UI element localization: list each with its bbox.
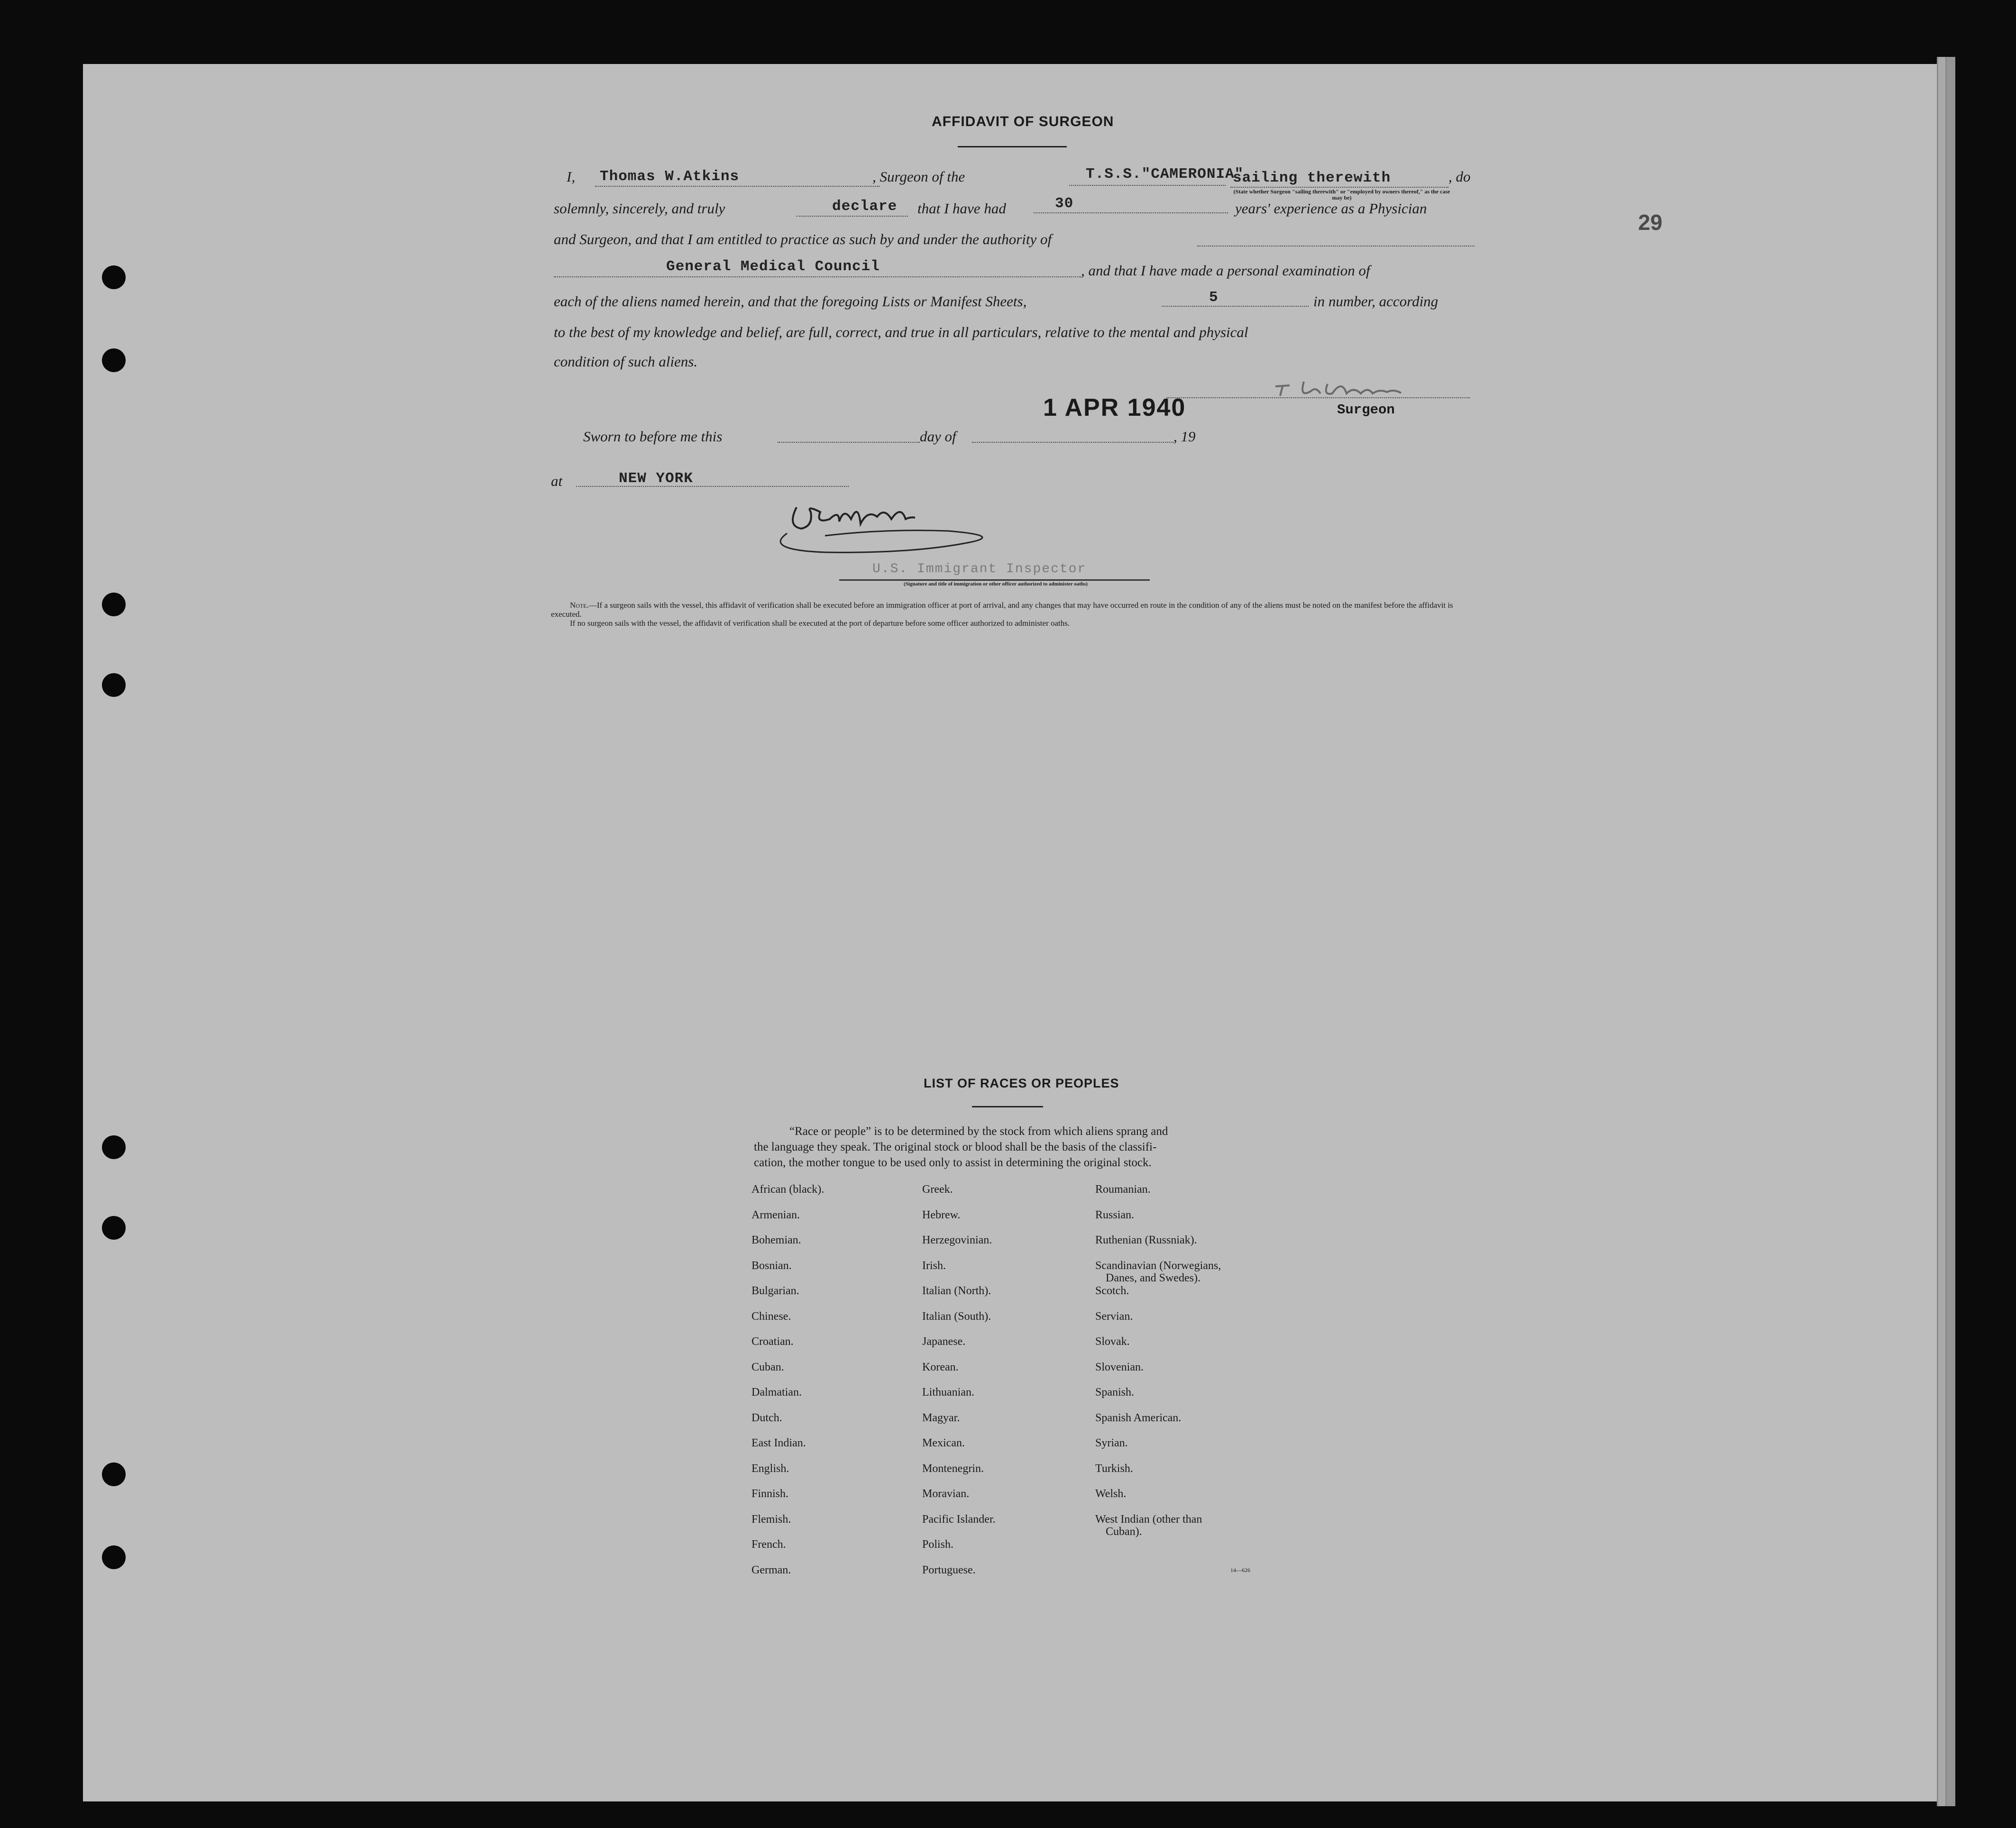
race-item: Hebrew. xyxy=(922,1208,961,1221)
binder-hole xyxy=(102,673,126,697)
race-item: Moravian. xyxy=(922,1488,970,1500)
race-item: Slovak. xyxy=(1095,1335,1130,1348)
race-item: Irish. xyxy=(922,1259,946,1272)
race-item: Turkish. xyxy=(1095,1462,1133,1475)
race-item: Spanish. xyxy=(1095,1386,1135,1398)
inspector-title: U.S. Immigrant Inspector xyxy=(872,562,1087,576)
surgeon-name: Thomas W.Atkins xyxy=(600,168,740,185)
race-item: Lithuanian. xyxy=(922,1386,974,1398)
binder-hole xyxy=(102,348,126,372)
surgeon-label: Surgeon xyxy=(1337,402,1395,418)
race-item: English. xyxy=(751,1462,789,1475)
race-item: Armenian. xyxy=(751,1208,800,1221)
affidavit-line2-a: solemnly, sincerely, and truly xyxy=(554,200,725,217)
race-item: Scotch. xyxy=(1095,1285,1129,1297)
race-item: Chinese. xyxy=(751,1310,791,1323)
authority-line-b xyxy=(554,276,1081,277)
race-item: Montenegrin. xyxy=(922,1462,984,1475)
years-experience: 30 xyxy=(1055,195,1074,212)
race-item: Bulgarian. xyxy=(751,1285,799,1297)
affidavit-line6: to the best of my knowledge and belief, are full, correct, and true in all particulars, relative to the mental and physical xyxy=(554,324,1248,340)
vessel-line xyxy=(1069,185,1226,186)
binder-hole xyxy=(102,1462,126,1486)
race-item: Russian. xyxy=(1095,1208,1135,1221)
place-line xyxy=(576,486,849,487)
surgeon-signature xyxy=(1271,372,1441,405)
inspector-signature xyxy=(768,498,1100,559)
note-text: —If a surgeon sails with the vessel, this affidavit of verification shall be executed before an immigration officer at port of arrival, and any changes that may have occurred en route in the condition of any of the aliens must be noted on the manifest before the affidavit is executed. xyxy=(551,601,1453,619)
race-item: Mexican. xyxy=(922,1437,965,1449)
race-item: Bosnian. xyxy=(751,1259,792,1272)
sworn-month-line xyxy=(972,442,1173,443)
declare-word: declare xyxy=(832,198,898,215)
races-intro-line: cation, the mother tongue to be used only to assist in determining the original stock. xyxy=(754,1156,1152,1169)
race-item: Servian. xyxy=(1095,1310,1133,1323)
race-item: Ruthenian (Russniak). xyxy=(1095,1234,1197,1246)
race-item: Portuguese. xyxy=(922,1563,976,1576)
race-item: Italian (South). xyxy=(922,1310,991,1323)
races-intro-line: “Race or people” is to be determined by the stock from which aliens sprang and xyxy=(789,1125,1168,1138)
races-title-underline xyxy=(972,1106,1043,1107)
page-number: 29 xyxy=(1638,210,1663,235)
surgeon-of-text: , Surgeon of the xyxy=(872,168,965,185)
binder-hole xyxy=(102,1545,126,1569)
do-text: , do xyxy=(1448,168,1471,185)
race-item: Welsh. xyxy=(1095,1488,1127,1500)
race-item: Dalmatian. xyxy=(751,1386,802,1398)
race-item: Korean. xyxy=(922,1361,959,1373)
race-item: Bohemian. xyxy=(751,1234,801,1246)
race-item: Danes, and Swedes). xyxy=(1106,1271,1200,1284)
form-code: 14—626 xyxy=(1230,1567,1250,1573)
affidavit-line7: condition of such aliens. xyxy=(554,353,698,370)
races-intro-line: the language they speak. The original stock or blood shall be the basis of the classifi- xyxy=(754,1141,1157,1153)
inspector-signature-line xyxy=(839,579,1150,581)
authority-line-a xyxy=(1197,246,1475,247)
race-item: Pacific Islander. xyxy=(922,1513,996,1526)
races-intro xyxy=(754,1124,1266,1170)
note-label: Note. xyxy=(570,601,589,610)
sworn-year: , 19 xyxy=(1173,428,1196,445)
sworn-day-line xyxy=(778,442,920,443)
affidavit-line5-b: in number, according xyxy=(1313,293,1439,310)
title-underline xyxy=(958,146,1067,147)
binder-hole xyxy=(102,593,126,616)
authority-name: General Medical Council xyxy=(666,258,880,275)
sworn-day-of: day of xyxy=(920,428,956,445)
race-item: African (black). xyxy=(751,1183,825,1196)
affidavit-note xyxy=(551,601,1475,628)
surgeon-name-line xyxy=(595,186,880,187)
surgeon-status: sailing therewith xyxy=(1233,170,1391,186)
sworn-text: Sworn to before me this xyxy=(583,428,723,445)
race-item: Italian (North). xyxy=(922,1285,991,1297)
race-item: Spanish American. xyxy=(1095,1411,1182,1424)
declare-line xyxy=(797,216,908,217)
race-item: West Indian (other than xyxy=(1095,1513,1202,1526)
note-text-2: If no surgeon sails with the vessel, the affidavit of verification shall be executed at the port of departure before some officer authorized to administer oaths. xyxy=(570,619,1070,628)
manifest-sheet-count: 5 xyxy=(1209,289,1219,306)
status-line xyxy=(1230,187,1448,188)
status-note: (State whether Surgeon "sailing therewith" or "employed by owners thereof," as the case may be) xyxy=(1233,188,1450,201)
affidavit-line2-c: years' experience as a Physician xyxy=(1235,200,1427,217)
affidavit-line5-a: each of the aliens named herein, and that the foregoing Lists or Manifest Sheets, xyxy=(554,293,1027,310)
race-item: Roumanian. xyxy=(1095,1183,1151,1196)
years-line xyxy=(1034,212,1228,213)
race-item: French. xyxy=(751,1538,786,1551)
race-item: Finnish. xyxy=(751,1488,789,1500)
sheet-count-line xyxy=(1162,306,1309,307)
affidavit-line4-rest: , and that I have made a personal examination of xyxy=(1081,262,1370,279)
affidavit-line2-b: that I have had xyxy=(917,200,1006,217)
race-item: German. xyxy=(751,1563,791,1576)
race-item: Syrian. xyxy=(1095,1437,1128,1449)
affidavit-i: I, xyxy=(567,168,576,185)
race-item: Polish. xyxy=(922,1538,954,1551)
affidavit-title: AFFIDAVIT OF SURGEON xyxy=(932,114,1114,129)
vessel-name: T.S.S."CAMERONIA" xyxy=(1086,166,1244,183)
race-item: Dutch. xyxy=(751,1411,782,1424)
races-title: LIST OF RACES OR PEOPLES xyxy=(924,1076,1119,1090)
race-item: Herzegovinian. xyxy=(922,1234,992,1246)
page-edge xyxy=(1945,57,1955,1806)
race-item: Magyar. xyxy=(922,1411,960,1424)
signature-caption: (Signature and title of immigration or other officer authorized to administer oaths) xyxy=(904,581,1088,587)
binder-hole xyxy=(102,265,126,289)
sworn-place: NEW YORK xyxy=(619,470,693,487)
binder-hole xyxy=(102,1216,126,1240)
race-item: Greek. xyxy=(922,1183,953,1196)
race-item: Flemish. xyxy=(751,1513,791,1526)
race-item: East Indian. xyxy=(751,1437,806,1449)
at-text: at xyxy=(551,473,563,489)
race-item: Japanese. xyxy=(922,1335,966,1348)
affidavit-line3: and Surgeon, and that I am entitled to practice as such by and under the authority of xyxy=(554,231,1052,247)
race-item: Croatian. xyxy=(751,1335,794,1348)
race-item: Slovenian. xyxy=(1095,1361,1144,1373)
date-stamp: 1 APR 1940 xyxy=(1043,394,1186,421)
race-item: Cuban). xyxy=(1106,1525,1142,1538)
race-item: Scandinavian (Norwegians, xyxy=(1095,1259,1221,1272)
race-item: Cuban. xyxy=(751,1361,784,1373)
binder-hole xyxy=(102,1135,126,1159)
